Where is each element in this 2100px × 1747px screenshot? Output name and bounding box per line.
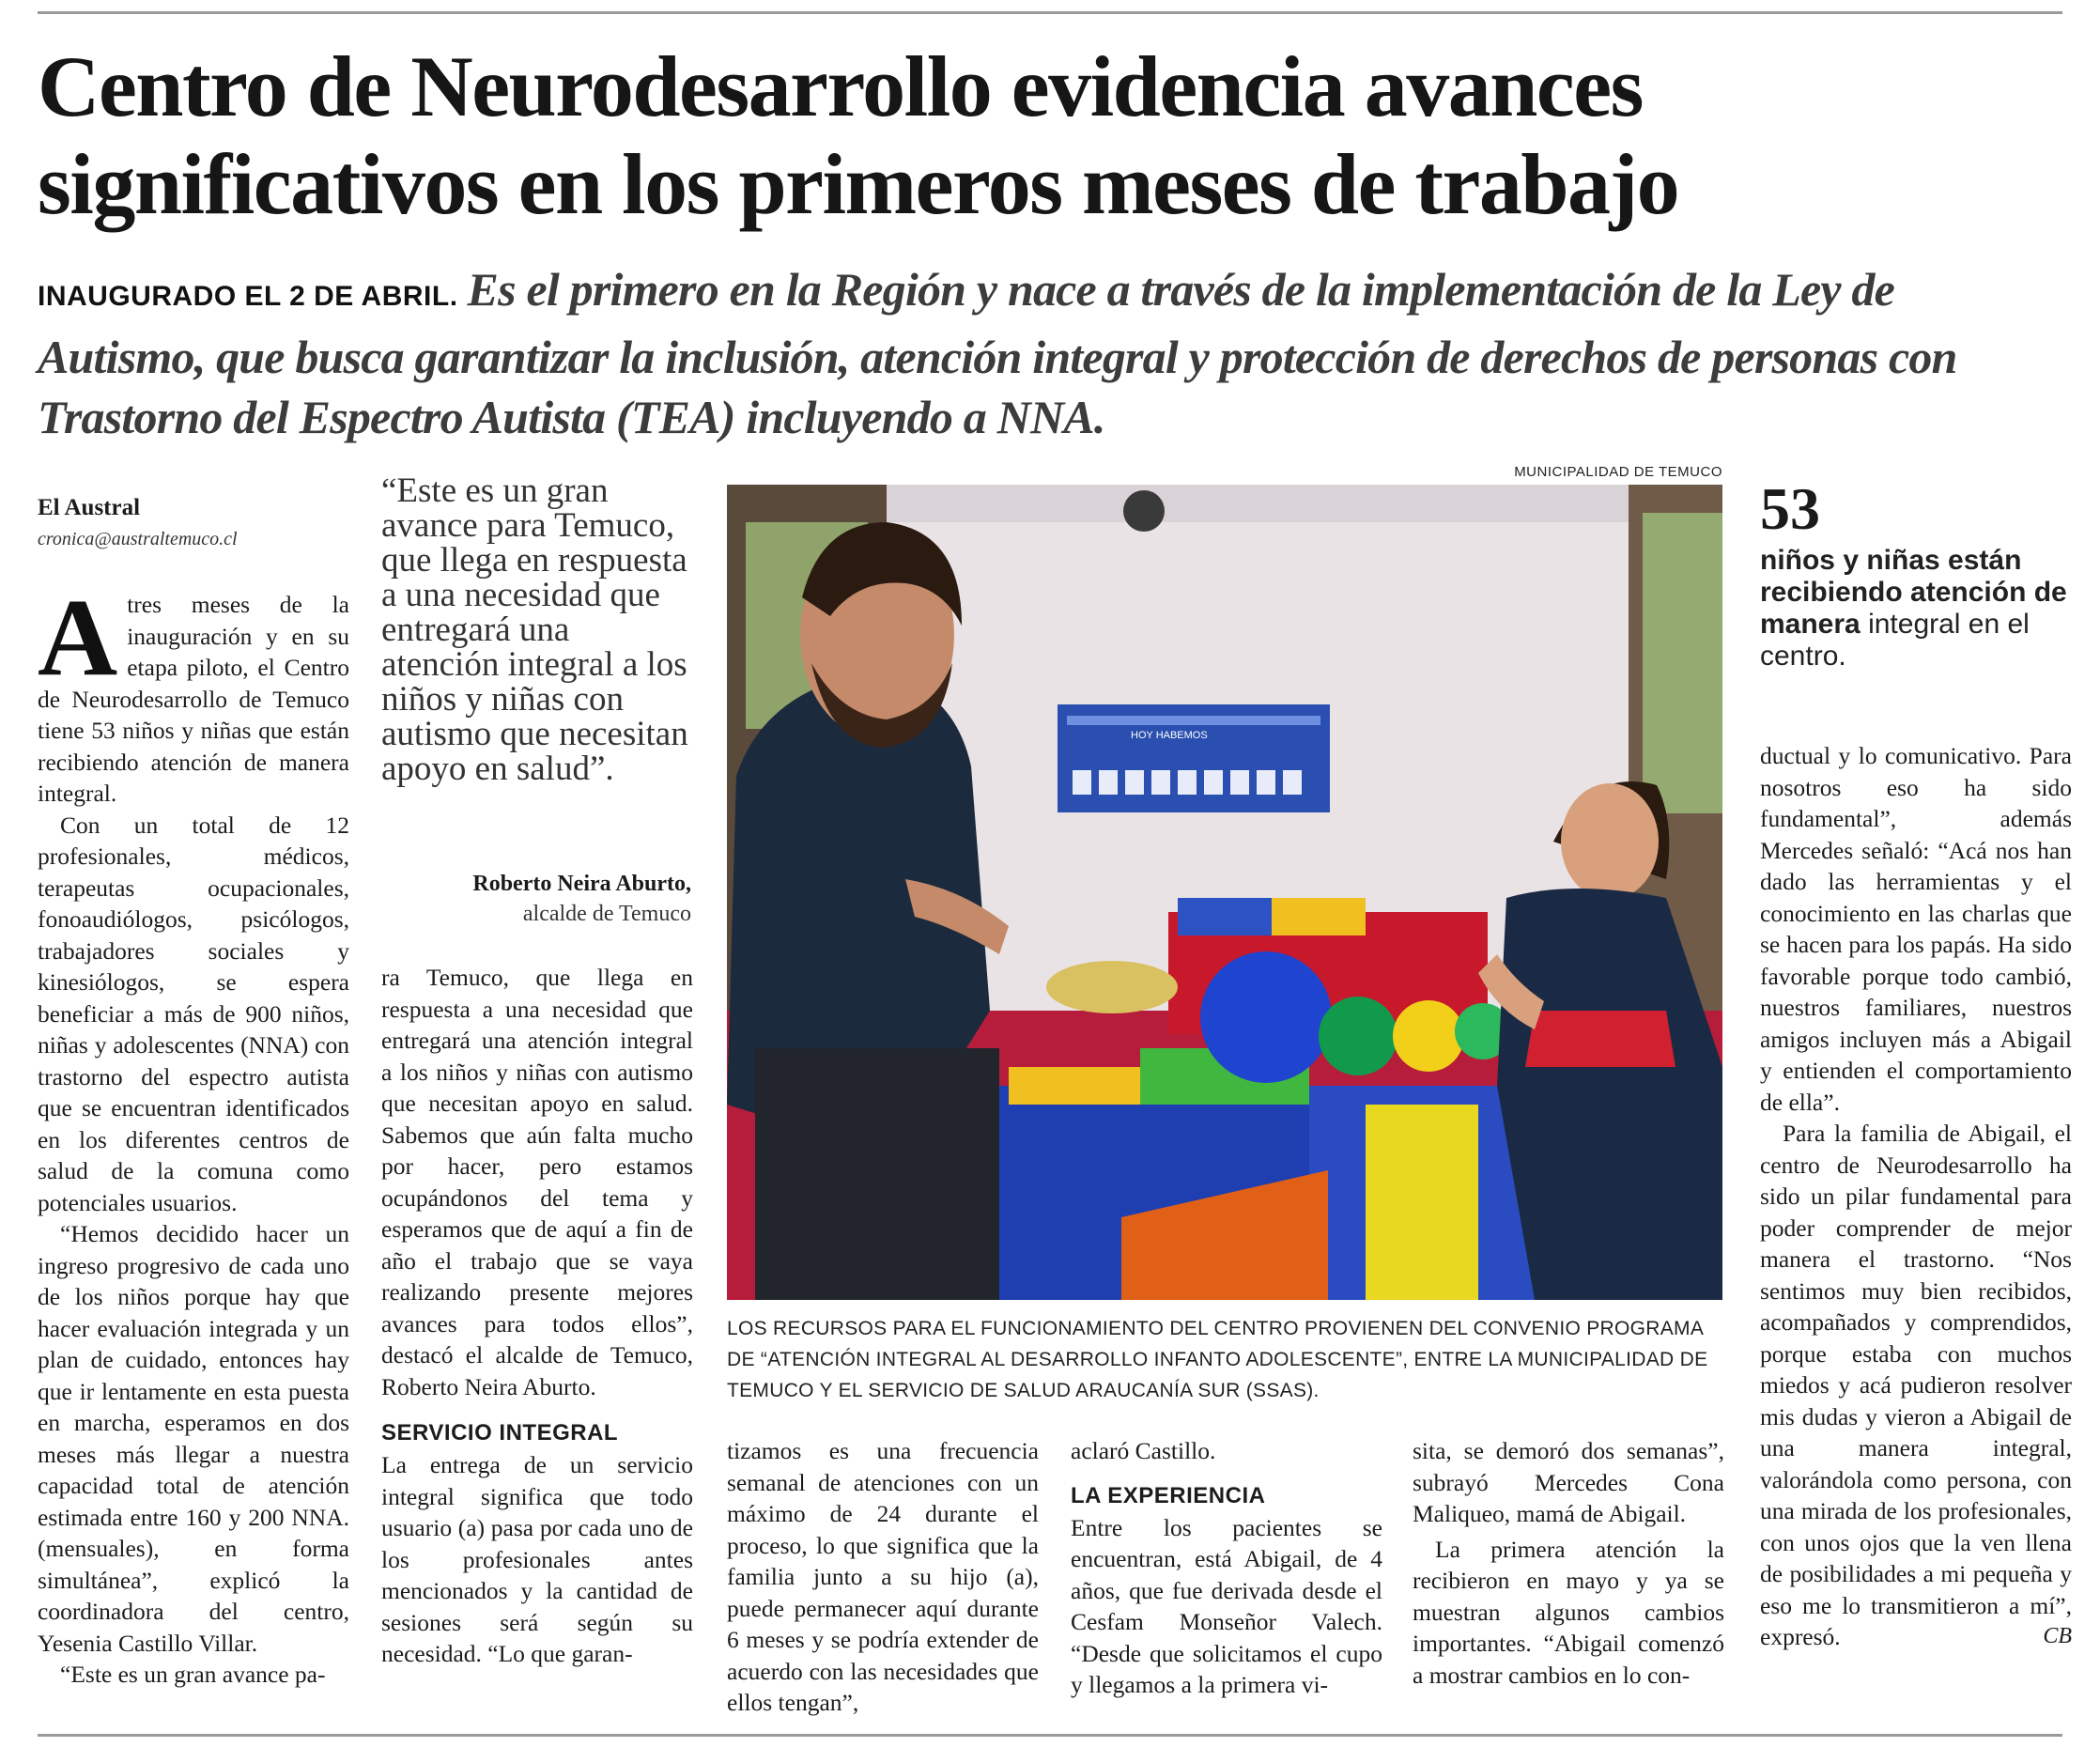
byline-email: cronica@australtemuco.cl bbox=[38, 528, 238, 549]
column-6 bbox=[1760, 740, 2072, 1653]
paragraph: tizamos es una frecuencia semanal de atenciones con un máximo de 24 durante el proceso, lo que significa que la familia junto a su hijo (a), puede permanecer aquí durante 6 meses y se podría extender de acuerdo con las necesidades que ellos tengan”, bbox=[727, 1437, 1039, 1716]
paragraph: ductual y lo comunicativo. Para nosotros eso ha sido fundamental”, además Mercedes señaló: “Acá nos han dado las herramientas y el conocimiento en las charlas que se hacen para los papás. Ha sido favorable porque todo cambió, nuestros familiares, nuestros amigos incluyen más a Abigail y entienden el comportamiento de ella”. bbox=[1760, 742, 2072, 1116]
kicker: INAUGURADO EL 2 DE ABRIL. bbox=[38, 281, 458, 312]
paragraph: Para la familia de Abigail, el centro de Neurodesarrollo ha sido un pilar fundamental para poder comprender de mejor manera el trastorno. “Nos sentimos muy bien recibidos, acompañados y comprendidos, porque estaba con muchos miedos y acá pudieron resolver mis dudas y vieron a Abigail de una manera integral, valorándola como persona, con una mirada de los profesionales, con unos ojos que la ven llena de posibilidades a mi pequeña y eso me lo transmitieron a mí”, expresó. CB bbox=[1760, 1118, 2072, 1653]
paragraph: Entre los pacientes se encuentran, está Abigail, de 4 años, que fue derivada desde el Cesfam Monseñor Valech. “Desde que solicitamos el cupo y llegamos a la primera vi- bbox=[1071, 1513, 1382, 1698]
subhead-experiencia: LA EXPERIENCIA bbox=[1071, 1482, 1266, 1508]
paragraph: ra Temuco, que llega en respuesta a una necesidad que entregará una atención integral a los niños y niñas con autismo que necesitan apoyo en salud. Sabemos que aún falta mucho por hacer, pero estamos ocupándonos del tema y esperamos que de aquí a fin de año el trabajo que se vaya realizando presente mejores avances para todos ellos”, destacó el alcalde de Temuco, Roberto Neira Aburto. bbox=[381, 964, 693, 1400]
deck-text: Es el primero en la Región y nace a través de la implementación de la Ley de Autismo, que busca garantizar la inclusión, atención integral y protección de derechos de personas con Trastorno del Espectro Autista (TEA) incluyendo a NNA. bbox=[38, 263, 1957, 443]
photo-caption: LOS RECURSOS PARA EL FUNCIONAMIENTO DEL CENTRO PROVIENEN DEL CONVENIO PROGRAMA DE “ATENCIÓN INTEGRAL AL DESARROLLO INFANTO ADOLESCENTE”, ENTRE LA MUNICIPALIDAD DE TEMUCO Y EL SERVICIO DE SALUD ARAUCANÍA SUR (SSAS). bbox=[727, 1318, 1708, 1401]
pull-quote: “Este es un gran avance para Temuco, que llega en respuesta a una necesidad que entregará una atención integral a los niños y niñas con autismo que necesitan apoyo en salud”. bbox=[381, 472, 688, 788]
pull-quote-role: alcalde de Temuco bbox=[522, 902, 691, 926]
deck bbox=[38, 259, 2066, 447]
bottom-rule bbox=[38, 1734, 2062, 1737]
paragraph: sita, se demoró dos semanas”, subrayó Mercedes Cona Maliqueo, mamá de Abigail. bbox=[1413, 1437, 1724, 1527]
stat-bold-text: niños y niñas están recibiendo atención de manera bbox=[1760, 545, 2067, 640]
dropcap: A bbox=[38, 576, 118, 699]
column-3 bbox=[727, 1435, 1039, 1719]
paragraph: La entrega de un servicio integral significa que todo usuario (a) pasa por cada uno de los profesionales antes mencionados y la cantidad de sesiones será según su necesidad. “Lo que garan- bbox=[381, 1451, 693, 1667]
paragraph: “Este es un gran avance pa- bbox=[60, 1661, 326, 1688]
paragraph: “Hemos decidido hacer un ingreso progresivo de cada uno de los niños porque hay que hacer evaluación integrada y un plan de cuidado, entonces hay que ir lentamente en esta puesta en marcha, esperamos en dos meses más llegar a nuestra capacidad total de atención estimada entre 160 y 200 NNA. (mensuales), en forma simultánea”, explicó la coordinadora del centro, Yesenia Castillo Villar. bbox=[38, 1220, 349, 1657]
stat-text bbox=[1760, 545, 2070, 673]
column-1 bbox=[38, 492, 349, 1691]
end-mark: CB bbox=[2043, 1624, 2072, 1648]
subhead-servicio: SERVICIO INTEGRAL bbox=[381, 1420, 619, 1446]
column-5 bbox=[1413, 1435, 1724, 1691]
stat-number: 53 bbox=[1760, 475, 1820, 542]
photo-illustration bbox=[727, 485, 1722, 1300]
paragraph: Atres meses de la inauguración y en su etapa piloto, el Centro de Neurodesarrollo de Temuco tiene 53 niños y niñas que están recibiendo atención de manera integral. bbox=[38, 576, 349, 807]
byline-name: El Austral bbox=[38, 495, 141, 520]
article-photo bbox=[727, 485, 1722, 1300]
photo-credit: MUNICIPALIDAD DE TEMUCO bbox=[1514, 464, 1722, 480]
paragraph: aclaró Castillo. bbox=[1071, 1437, 1216, 1464]
pull-quote-name: Roberto Neira Aburto, bbox=[472, 872, 691, 896]
paragraph: Con un total de 12 profesionales, médicos, terapeutas ocupacionales, fonoaudiólogos, psicólogos, trabajadores sociales y kinesiólogos, se espera beneficiar a más de 900 niños, niñas y adolescentes (NNA) con trastorno del espectro autista que se encuentran identificados en los diferentes centros de salud de la comuna como potenciales usuarios. bbox=[38, 811, 349, 1216]
column-2 bbox=[381, 962, 693, 1670]
headline: Centro de Neurodesarrollo evidencia avances significativos en los primeros meses de trabajo bbox=[38, 39, 1679, 232]
paragraph: La primera atención la recibieron en mayo y ya se muestran algunos cambios importantes. “Abigail comenzó a mostrar cambios en lo con- bbox=[1413, 1535, 1724, 1689]
column-4 bbox=[1071, 1435, 1382, 1701]
stat-rest-text: integral en el centro. bbox=[1760, 609, 2030, 672]
top-rule bbox=[38, 11, 2062, 14]
board-title: HOY HABEMOS bbox=[1131, 730, 1208, 741]
